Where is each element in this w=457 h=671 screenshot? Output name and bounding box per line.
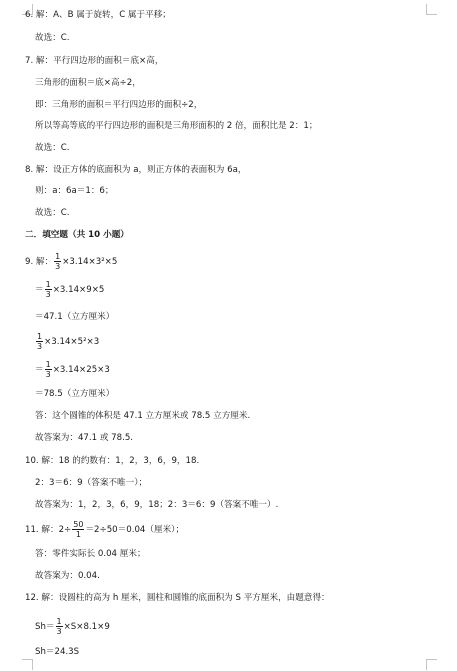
answer-9-step-1: [35, 280, 104, 299]
answer-7-choice: 故选：C.: [35, 143, 70, 153]
answer-11-line: [25, 520, 184, 539]
answer-11-expression: ＝2÷50＝0.04（厘米）；: [85, 524, 185, 535]
answer-11-final: 故答案为：0.04.: [35, 571, 100, 581]
answer-11-conclusion: 答：零件实际长 0.04 厘米；: [35, 549, 146, 559]
answer-10-step-1: 2：3＝6：9（答案不唯一）；: [35, 478, 148, 488]
section-heading-fill-in: 二．填空题（共 10 小题）: [25, 230, 129, 240]
fraction-denominator: 1: [75, 530, 81, 539]
fraction: [54, 252, 61, 271]
fraction-denominator: 3: [45, 370, 51, 379]
fraction-denominator: 3: [55, 262, 61, 271]
answer-12-line: 12. 解：设圆柱的高为 h 厘米，圆柱和圆锥的底面积为 S 平方厘米，由题意得：: [25, 593, 330, 603]
answer-9-conclusion: 答：这个圆锥的体积是 47.1 立方厘米或 78.5 立方厘米.: [35, 411, 251, 421]
fraction-numerator: 1: [55, 252, 61, 261]
answer-10-final: 故答案为：1，2，3，6，9，18；2：3＝6：9（答案不唯一）.: [35, 500, 279, 510]
answer-9-prefix: 9. 解：: [25, 256, 54, 267]
page-corner-mark-bottom-left: [22, 659, 33, 670]
answer-9-result-2: ＝78.5（立方厘米）: [35, 389, 115, 399]
page-corner-mark-top-right: [426, 4, 437, 15]
step-prefix: Sh＝: [35, 621, 55, 632]
fraction-denominator: 3: [56, 627, 62, 636]
answer-10-line: 10. 解：18 的约数有：1，2，3，6，9，18.: [25, 456, 200, 466]
step-prefix: ＝: [35, 284, 44, 295]
answer-6-line: 6. 解：A、B 属于旋转，C 属于平移；: [25, 10, 171, 20]
step-expression: ×S×8.1×9: [63, 621, 110, 632]
page-corner-mark-bottom-right: [426, 659, 437, 670]
answer-11-prefix: 11. 解：2÷: [25, 524, 72, 535]
answer-7-line: 7. 解：平行四边形的面积＝底×高，: [25, 56, 164, 66]
fraction: [45, 360, 52, 379]
answer-7-step-1: 三角形的面积＝底×高÷2，: [35, 78, 141, 88]
step-expression: ×3.14×9×5: [52, 284, 105, 295]
step-expression: ×3.14×5²×3: [44, 336, 100, 347]
fraction-numerator: 1: [56, 617, 62, 626]
step-prefix: ＝: [35, 364, 44, 375]
answer-7-step-3: 所以等高等底的平行四边形的面积是三角形面积的 2 倍，面积比是 2：1；: [35, 121, 318, 131]
fraction-numerator: 1: [45, 360, 51, 369]
answer-9-result-1: ＝47.1（立方厘米）: [35, 312, 115, 322]
answer-6-choice: 故选：C.: [35, 33, 70, 43]
fraction-numerator: 1: [45, 280, 51, 289]
answer-12-step-1: [35, 617, 110, 636]
fraction: [72, 520, 84, 539]
fraction-denominator: 3: [37, 342, 43, 351]
answer-9-step-3: [35, 360, 110, 379]
fraction: [45, 280, 52, 299]
fraction: [36, 332, 43, 351]
answer-8-choice: 故选：C.: [35, 208, 70, 218]
fraction: [56, 617, 63, 636]
fraction-denominator: 3: [45, 290, 51, 299]
answer-9-step-2: [35, 332, 99, 351]
answer-9-expression: ×3.14×3²×5: [62, 256, 118, 267]
answer-9-final: 故答案为：47.1 或 78.5.: [35, 433, 134, 443]
answer-8-step-1: 则：a：6a＝1：6；: [35, 186, 114, 196]
fraction-numerator: 50: [73, 520, 84, 529]
step-expression: ×3.14×25×3: [52, 364, 110, 375]
answer-7-step-2: 即：三角形的面积＝平行四边形的面积÷2，: [35, 100, 203, 110]
answer-12-step-2: Sh＝24.3S: [35, 647, 80, 657]
fraction-numerator: 1: [37, 332, 43, 341]
answer-9-line: [25, 252, 117, 271]
answer-8-line: 8. 解：设正方体的底面积为 a，则正方体的表面积为 6a，: [25, 165, 247, 175]
